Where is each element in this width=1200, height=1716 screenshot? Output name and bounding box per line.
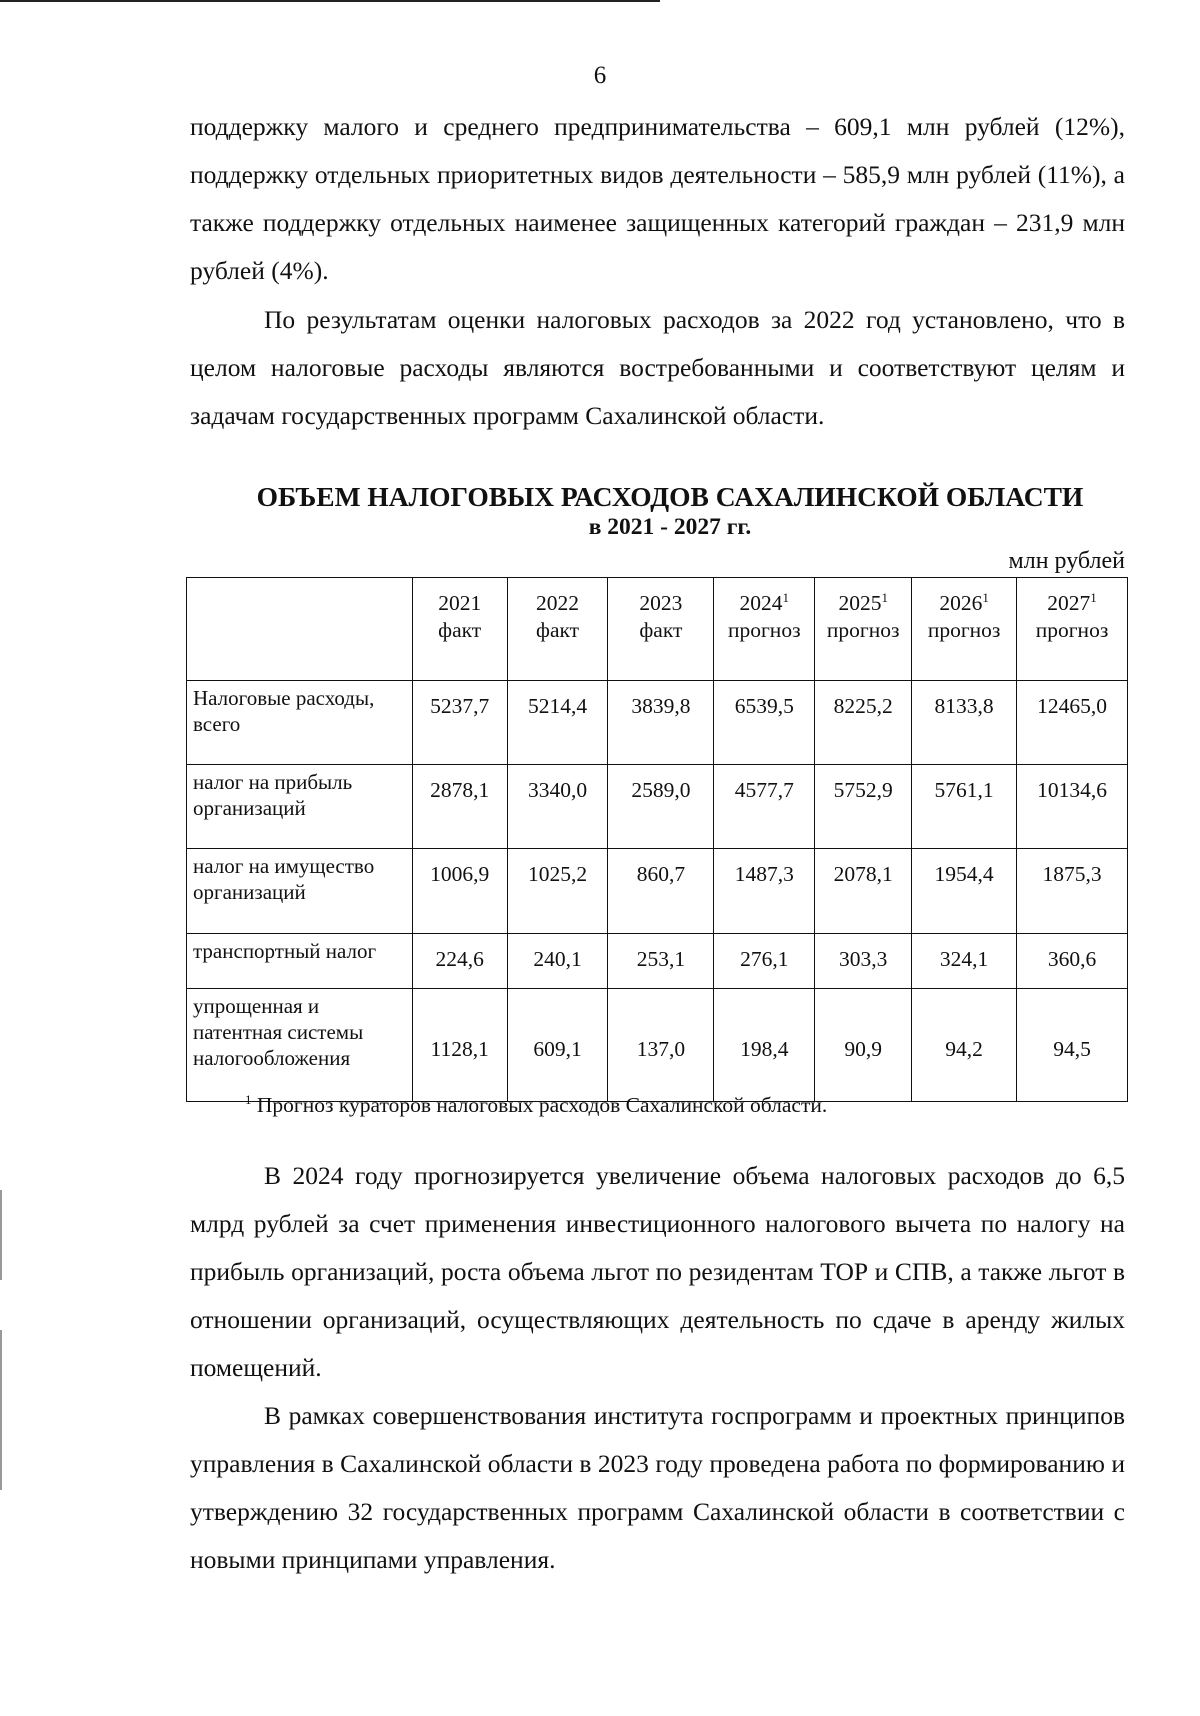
table-cell: 360,6 — [1017, 934, 1128, 989]
table-cell: 94,5 — [1017, 989, 1128, 1102]
table-cell: 2078,1 — [815, 849, 912, 934]
paragraph-2: По результатам оценки налоговых расходов за 2022 год установлено, что в целом налоговые расходы являются востребованными и соответствуют целям и задачам государственных программ Сахалинской области. — [190, 305, 1125, 430]
table-cell: 240,1 — [507, 934, 608, 989]
table-row-property-tax — [187, 849, 1128, 934]
table-cell: 224,6 — [412, 934, 507, 989]
table-cell: 5214,4 — [507, 681, 608, 765]
table-cell: 324,1 — [912, 934, 1017, 989]
scan-margin-mark — [0, 1330, 2, 1490]
table-cell: 90,9 — [815, 989, 912, 1102]
table-cell: 1954,4 — [912, 849, 1017, 934]
table-header-row — [187, 578, 1128, 681]
paragraph-3: В 2024 году прогнозируется увеличение объема налоговых расходов до 6,5 млрд рублей за счет применения инвестиционного налогового вычета по налогу на прибыль организаций, роста объема льгот по резидентам ТОР и СПВ, а также льгот в отношении организаций, осуществляющих деятельность по сдаче в аренду жилых помещений. — [190, 1161, 1125, 1382]
table-cell: 3839,8 — [608, 681, 714, 765]
table-subtitle: в 2021 - 2027 гг. — [588, 514, 752, 540]
row-label: транспортный налог — [187, 934, 413, 989]
row-label: налог на имущество организаций — [187, 849, 413, 934]
table-cell: 1025,2 — [507, 849, 608, 934]
scan-margin-mark — [0, 1190, 2, 1280]
header-col-2025: 2025$^1$ прогноз — [815, 578, 912, 681]
table-cell: 94,2 — [912, 989, 1017, 1102]
table-cell: 12465,0 — [1017, 681, 1128, 765]
table-row-total — [187, 681, 1128, 765]
table-cell: 1128,1 — [412, 989, 507, 1102]
header-col-2026: 2026$^1$ прогноз — [912, 578, 1017, 681]
header-col-2022: 2022 факт — [507, 578, 608, 681]
header-col-2024: 2024$^1$ прогноз — [714, 578, 815, 681]
table-row-transport-tax — [187, 934, 1128, 989]
paragraph-1: поддержку малого и среднего предпринимательства – 609,1 млн рублей (12%), поддержку отдельных приоритетных видов деятельности – 585,9 млн рублей (11%), а также поддержку отдельных наименее защищенных категорий граждан – 231,9 млн рублей (4%). — [190, 112, 1125, 285]
table-cell: 303,3 — [815, 934, 912, 989]
row-label: налог на прибыль организаций — [187, 765, 413, 849]
tax-expenditure-table — [186, 577, 1128, 1102]
header-empty-cell — [187, 578, 413, 681]
table-cell: 860,7 — [608, 849, 714, 934]
table-cell: 137,0 — [608, 989, 714, 1102]
table-cell: 1875,3 — [1017, 849, 1128, 934]
page-number: 6 — [593, 62, 607, 89]
top-rule — [0, 0, 660, 2]
footnote-text: Прогноз кураторов налоговых расходов Сахалинской области. — [256, 1093, 828, 1118]
table-cell: 5752,9 — [815, 765, 912, 849]
table-cell: 3340,0 — [507, 765, 608, 849]
table-cell: 6539,5 — [714, 681, 815, 765]
table-row-simplified-patent — [187, 989, 1128, 1102]
header-col-2021: 2021 факт — [412, 578, 507, 681]
header-col-2027: 2027$^1$ прогноз — [1017, 578, 1128, 681]
header-col-2023: 2023 факт — [608, 578, 714, 681]
table-cell: 1006,9 — [412, 849, 507, 934]
paragraph-4: В рамках совершенствования института госпрограмм и проектных принципов управления в Сахалинской области в 2023 году проведена работа по формированию и утверждению 32 государственных программ Сахалинской области в соответствии с новыми принципами управления. — [190, 1401, 1125, 1574]
row-label: упрощенная и патентная системы налогообложения — [187, 989, 413, 1102]
table-cell: 1487,3 — [714, 849, 815, 934]
table-cell: 10134,6 — [1017, 765, 1128, 849]
table-cell: 8133,8 — [912, 681, 1017, 765]
table-cell: 2589,0 — [608, 765, 714, 849]
table-units: млн рублей — [1008, 548, 1125, 574]
table-cell: 198,4 — [714, 989, 815, 1102]
table-row-profit-tax — [187, 765, 1128, 849]
row-label: Налоговые расходы, всего — [187, 681, 413, 765]
table-cell: 8225,2 — [815, 681, 912, 765]
table-cell: 4577,7 — [714, 765, 815, 849]
table-cell: 253,1 — [608, 934, 714, 989]
table-cell: 276,1 — [714, 934, 815, 989]
table-title — [0, 482, 1200, 542]
table-footnote — [245, 1092, 827, 1118]
footnote-mark: 1 — [245, 1092, 252, 1107]
table-title-main: ОБЪЕМ НАЛОГОВЫХ РАСХОДОВ САХАЛИНСКОЙ ОБЛАСТИ — [256, 481, 1084, 512]
table-cell: 2878,1 — [412, 765, 507, 849]
table-cell: 5761,1 — [912, 765, 1017, 849]
table-cell: 5237,7 — [412, 681, 507, 765]
table-cell: 609,1 — [507, 989, 608, 1102]
